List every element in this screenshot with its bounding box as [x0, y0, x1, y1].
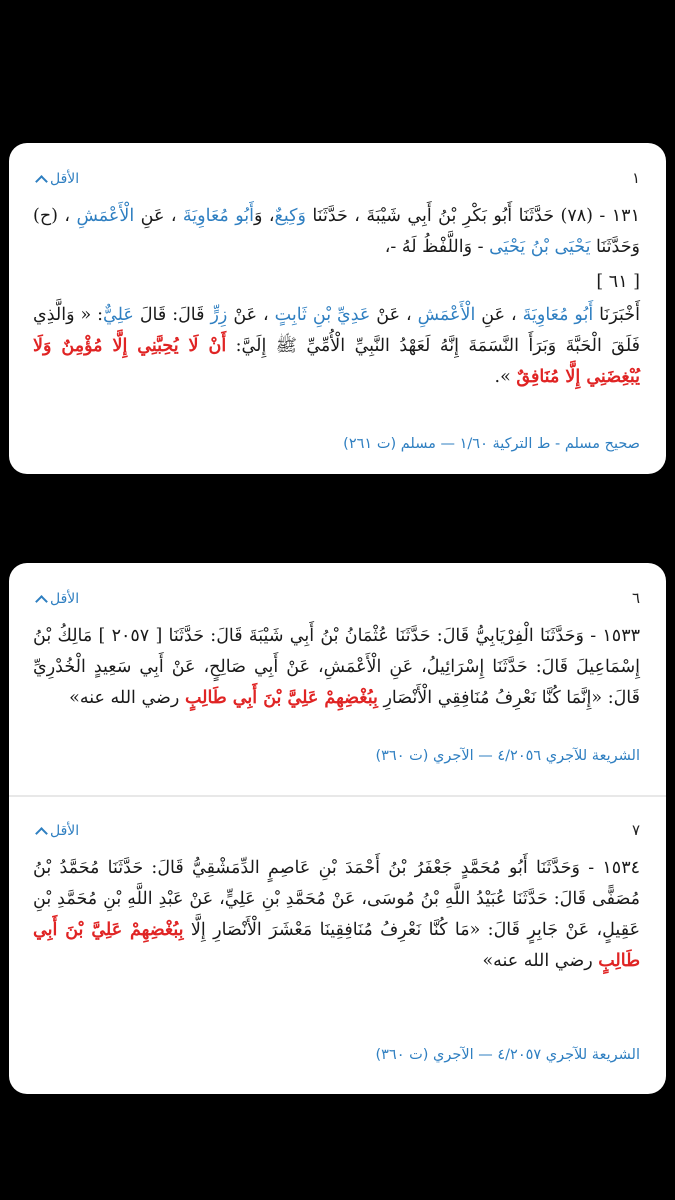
collapse-label: الأقل — [50, 591, 80, 607]
chevron-up-icon — [35, 595, 48, 608]
narrator-link[interactable]: أَبُو مُعَاوِيَةَ — [522, 305, 594, 325]
narrator-link[interactable]: زِرٍّ — [210, 305, 228, 325]
chevron-up-icon — [35, 827, 48, 840]
hadith-paragraph: ١٥٣٣ - وَحَدَّثَنَا الْفِرْيَابِيُّ قَالَ: حَدَّثَنَا عُثْمَانُ بْنُ أَبِي شَيْبَةَ قَالَ: حَدَّثَنَا [ ٢٠٥٧ ] مَالِكُ بْنُ إِسْمَاعِيلَ قَالَ: حَدَّثَنَا إِسْرَائِيلُ، عَنِ الْأَعْمَشِ، عَنْ أَبِي صَالِحٍ، عَنْ أَبِي سَعِيدٍ الْخُدْرِيِّ قَالَ: «إِنَّمَا كُنَّا نَعْرِفُ مُنَافِقِي الْأَنْصَارِ بِبُغْضِهِمْ عَلِيَّ بْنَ أَبِي طَالِبٍ رضي الله عنه» — [33, 626, 640, 708]
source-link[interactable]: الشريعة للآجري ٤/٢٠٥٧ — الآجري (ت ٣٦٠) — [375, 1047, 640, 1063]
result-number: ٧ — [631, 821, 640, 839]
hadith-block-7 — [9, 795, 666, 1094]
narrator-link[interactable]: وَكِيعٌ — [274, 206, 306, 226]
collapse-toggle[interactable] — [37, 591, 79, 607]
highlighted-matn: أَنْ لَا يُحِبَّنِي إِلَّا مُؤْمِنٌ وَلَا يُبْغِضَنِي إِلَّا مُنَافِقٌ — [33, 336, 640, 387]
highlighted-matn: بِبُغْضِهِمْ عَلِيَّ بْنَ أَبِي طَالِبٍ — [184, 688, 378, 708]
hadith-paragraph: ١٣١ - (٧٨) حَدَّثَنَا أَبُو بَكْرِ بْنُ أَبِي شَيْبَةَ ، حَدَّثَنَا وَكِيعٌ، وَأَبُو مُعَاوِيَةَ ، عَنِ الْأَعْمَشِ ، (ح) وَحَدَّثَنَا يَحْيَى بْنُ يَحْيَى - وَاللَّفْظُ لَهُ -، — [33, 206, 640, 257]
highlighted-matn: بِبُغْضِهِمْ عَلِيَّ بْنَ أَبِي طَالِبٍ — [33, 920, 640, 971]
collapse-label: الأقل — [50, 823, 80, 839]
result-card-2 — [9, 563, 666, 1094]
hadith-paragraph: ١٥٣٤ - وَحَدَّثَنَا أَبُو مُحَمَّدٍ جَعْفَرُ بْنُ أَحْمَدَ بْنِ عَاصِمٍ الدِّمَشْقِيُّ قَالَ: حَدَّثَنَا مُحَمَّدُ بْنُ مُصَفًّى قَالَ: حَدَّثَنَا عُبَيْدُ اللَّهِ بْنُ مُوسَى، عَنْ مُحَمَّدِ بْنِ عَلِيٍّ، عَنْ عَبْدِ اللَّهِ بْنِ مُحَمَّدِ بْنِ عَقِيلٍ، عَنْ جَابِرٍ قَالَ: «مَا كُنَّا نَعْرِفُ مُنَافِقِينَا مَعْشَرَ الْأَنْصَارِ إِلَّا بِبُغْضِهِمْ عَلِيَّ بْنَ أَبِي طَالِبٍ رضي الله عنه» — [33, 858, 641, 971]
narrator-link[interactable]: عَلِيٌّ — [103, 305, 134, 325]
hadith-text — [33, 201, 640, 393]
page-marker: [ ٦١ ] — [596, 272, 640, 292]
hadith-paragraph: أَخْبَرَنَا أَبُو مُعَاوِيَةَ ، عَنِ الْأَعْمَشِ ، عَنْ عَدِيِّ بْنِ ثَابِتٍ ، عَنْ زِرٍّ قَالَ: قَالَ عَلِيٌّ: « وَالَّذِي فَلَقَ الْحَبَّةَ وَبَرَأَ النَّسَمَةَ إِنَّهُ لَعَهْدُ النَّبِيِّ الْأُمِّيِّ ﷺ إِلَيَّ: أَنْ لَا يُحِبَّنِي إِلَّا مُؤْمِنٌ وَلَا يُبْغِضَنِي إِلَّا مُنَافِقٌ ». — [33, 305, 640, 387]
result-number: ٦ — [631, 589, 640, 607]
narrator-link[interactable]: الْأَعْمَشِ — [76, 206, 135, 226]
chevron-up-icon — [35, 175, 48, 188]
hadith-block-6 — [9, 563, 666, 795]
narrator-link[interactable]: أَبُو مُعَاوِيَةَ — [182, 206, 254, 226]
narrator-link[interactable]: يَحْيَى بْنُ يَحْيَى — [489, 237, 591, 257]
result-number: ١ — [631, 169, 640, 187]
source-link[interactable]: الشريعة للآجري ٤/٢٠٥٦ — الآجري (ت ٣٦٠) — [375, 748, 640, 764]
narrator-link[interactable]: الْأَعْمَشِ — [417, 305, 476, 325]
collapse-toggle[interactable] — [37, 171, 79, 187]
hadith-text — [33, 853, 640, 977]
collapse-toggle[interactable] — [37, 823, 79, 839]
hadith-text — [33, 621, 640, 714]
result-card-1 — [9, 143, 666, 474]
collapse-label: الأقل — [50, 171, 80, 187]
hadith-block-1 — [9, 143, 666, 474]
narrator-link[interactable]: عَدِيِّ بْنِ ثَابِتٍ — [274, 305, 371, 325]
source-link[interactable]: صحيح مسلم - ط التركية ١/٦٠ — مسلم (ت ٢٦١) — [343, 436, 640, 452]
